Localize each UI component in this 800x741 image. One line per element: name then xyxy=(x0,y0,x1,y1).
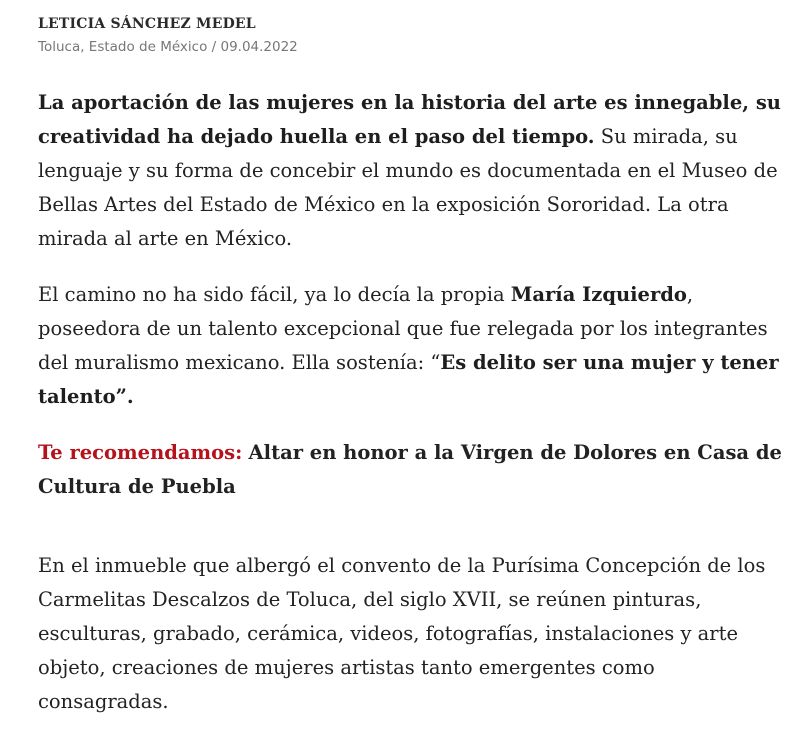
location-date: Toluca, Estado de México / 09.04.2022 xyxy=(38,39,298,55)
venue-text: En el inmueble que albergó el convento de la Purísima Concepción de los Carmelitas Descalzos de Toluca, del siglo XVII, se reúnen pinturas, esculturas, grabado, cerámica, videos, fotografías, instalaciones y arte objeto, creaciones de mujeres artistas tanto emergentes como consagradas. xyxy=(38,554,766,713)
quote-context-text: , poseedora de un talento excepcional que fue relegada por los integrantes del muralismo mexicano. Ella sostenía: “ xyxy=(38,283,768,374)
quote-intro-text: El camino no ha sido fácil, ya lo decía la propia xyxy=(38,283,511,306)
paragraph-intro xyxy=(38,86,788,256)
article-body xyxy=(38,86,788,741)
intro-text: Su mirada, su lenguaje y su forma de concebir el mundo es documentada en el Museo de Bellas Artes del Estado de México en la exposición Sororidad. La otra mirada al arte en México. xyxy=(38,125,778,250)
paragraph-venue xyxy=(38,549,788,719)
lead-text: La aportación de las mujeres en la historia del arte es innegable, su creatividad ha dejado huella en el paso del tiempo. xyxy=(38,91,781,148)
quote-text: Es delito ser una mujer y tener talento”. xyxy=(38,351,779,408)
byline xyxy=(38,14,298,58)
recommendation-label: Te recomendamos: xyxy=(38,441,243,464)
recommendation xyxy=(38,436,788,504)
recommendation-link[interactable]: Altar en honor a la Virgen de Dolores en Casa de Cultura de Puebla xyxy=(38,441,782,498)
artist-name: María Izquierdo xyxy=(510,283,687,306)
author-name[interactable]: LETICIA SÁNCHEZ MEDEL xyxy=(38,16,256,32)
paragraph-quote xyxy=(38,278,788,414)
